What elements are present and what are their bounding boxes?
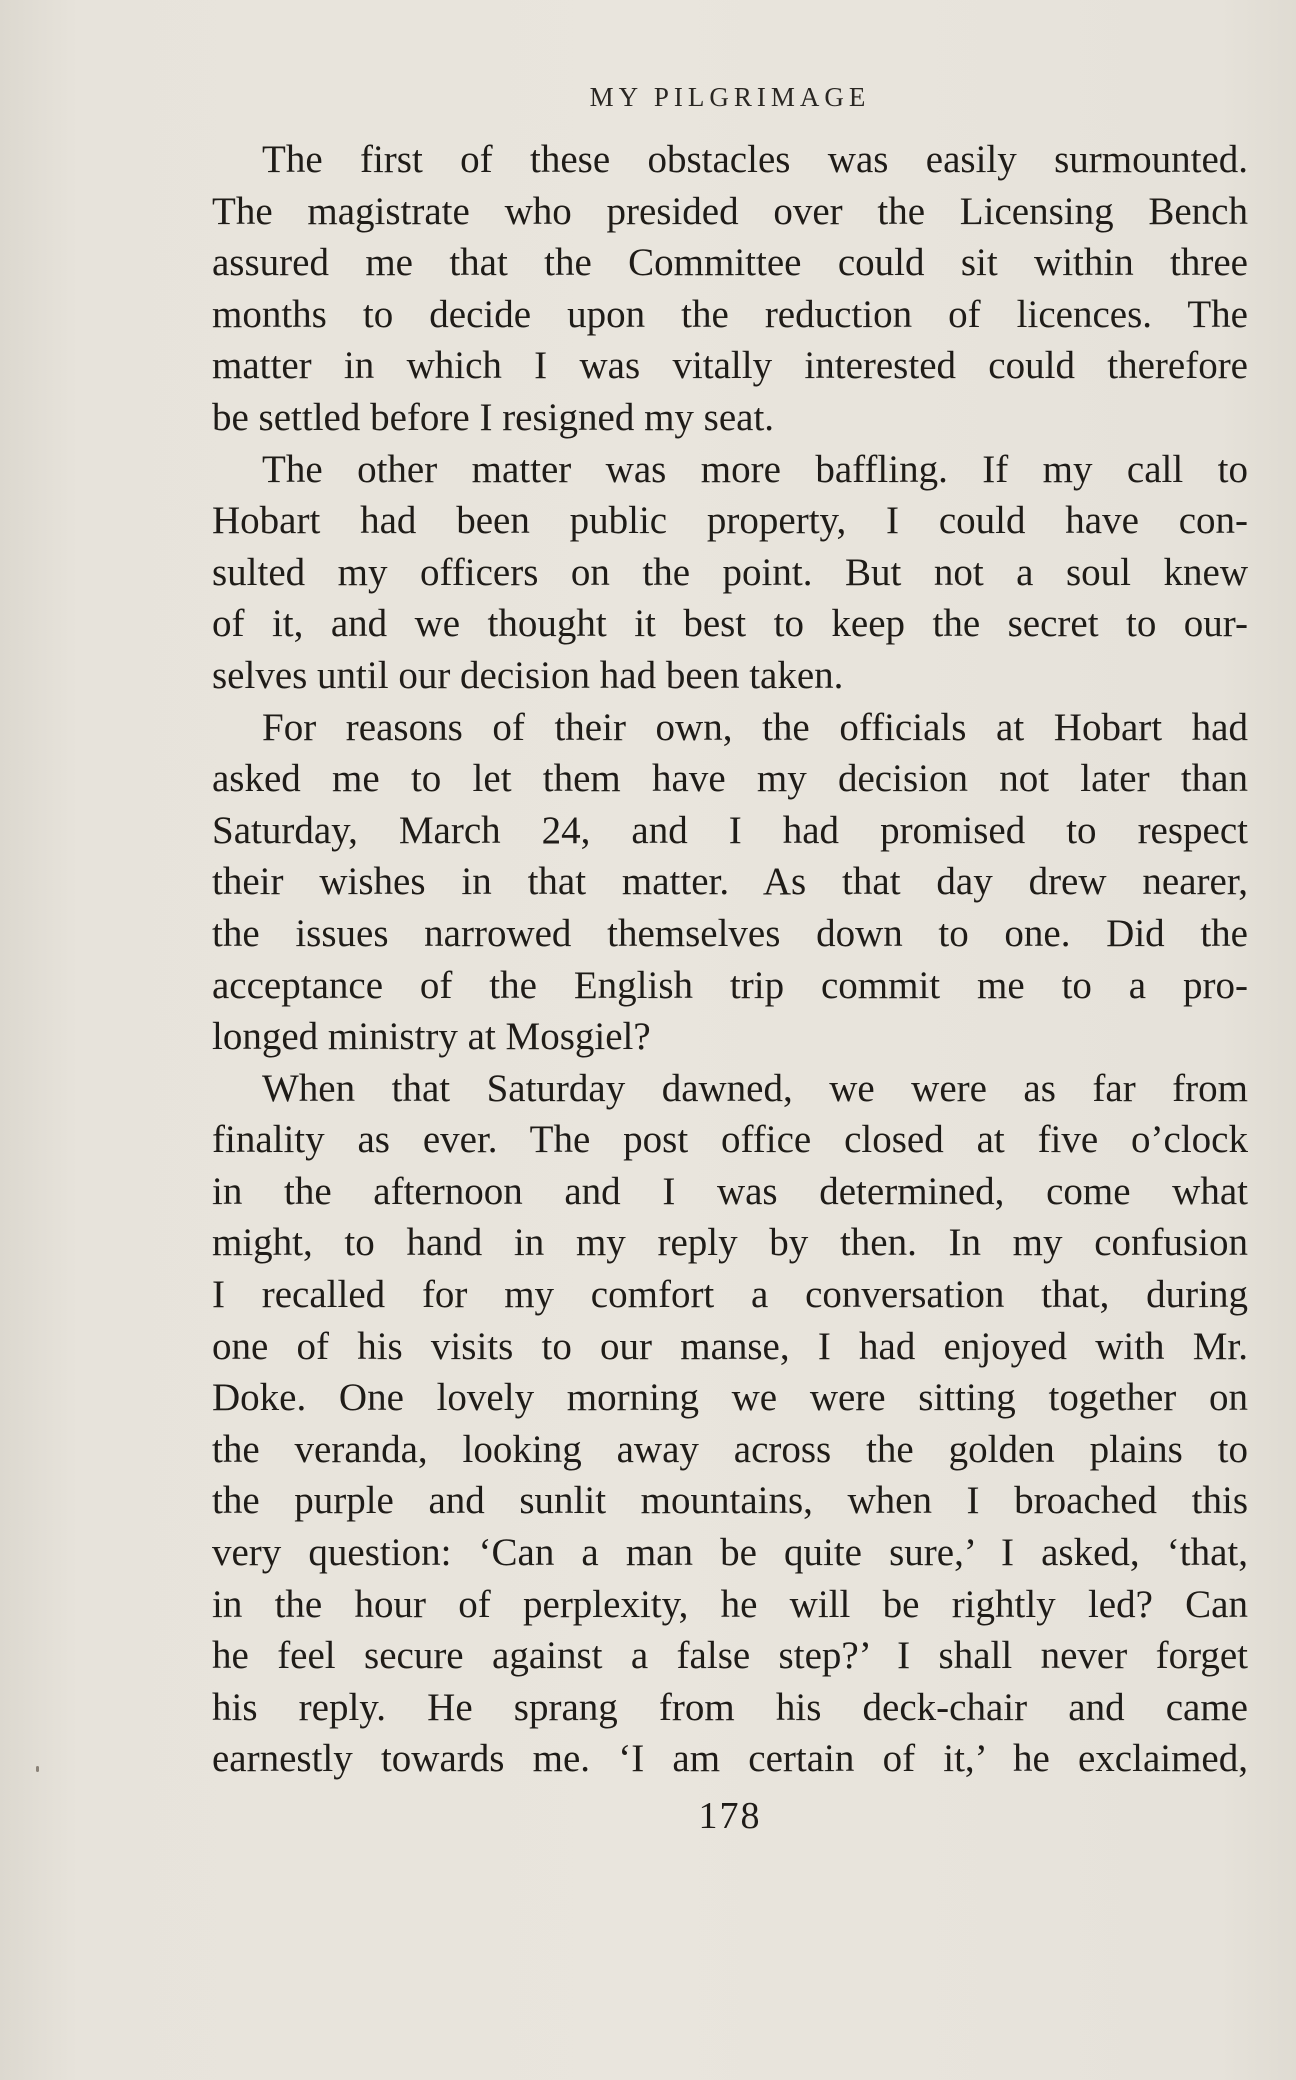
text-line: the issues narrowed themselves down to one. Did the (212, 911, 1248, 955)
text-line: finality as ever. The post office closed at five o’clock (212, 1118, 1248, 1162)
page-number: 178 (698, 1795, 762, 1837)
running-head: MY PILGRIMAGE (589, 82, 871, 112)
body-text (212, 134, 1248, 1785)
text-line: in the afternoon and I was determined, come what (212, 1169, 1248, 1213)
paper-speck (36, 1766, 39, 1772)
text-line: be settled before I resigned my seat. (212, 395, 775, 439)
text-line: their wishes in that matter. As that day drew nearer, (212, 860, 1248, 904)
text-line: The other matter was more baffling. If my call to (262, 447, 1248, 491)
text-line: selves until our decision had been taken. (212, 653, 844, 697)
text-line: matter in which I was vitally interested could therefore (212, 344, 1248, 388)
text-line: the veranda, looking away across the golden plains to (212, 1427, 1248, 1471)
text-line: Saturday, March 24, and I had promised to respect (212, 808, 1248, 852)
text-line: For reasons of their own, the officials at Hobart had (262, 705, 1248, 749)
paragraph-1 (212, 134, 1248, 444)
text-line: Doke. One lovely morning we were sitting together on (212, 1376, 1248, 1420)
text-line: The first of these obstacles was easily surmounted. (262, 138, 1248, 181)
text-line: of it, and we thought it best to keep the secret to our- (212, 602, 1248, 646)
text-line: his reply. He sprang from his deck-chair and came (212, 1685, 1248, 1729)
text-line: The magistrate who presided over the Licensing Bench (212, 189, 1248, 233)
text-line: months to decide upon the reduction of licences. The (212, 292, 1248, 336)
text-line: might, to hand in my reply by then. In my confusion (212, 1221, 1248, 1265)
text-line: asked me to let them have my decision not later than (212, 757, 1248, 801)
text-line: longed ministry at Mosgiel? (212, 1015, 651, 1059)
text-line: very question: ‘Can a man be quite sure,’ I asked, ‘that, (212, 1531, 1248, 1575)
text-line: one of his visits to our manse, I had enjoyed with Mr. (212, 1324, 1248, 1368)
text-line: Hobart had been public property, I could have con- (212, 499, 1248, 543)
paragraph-2 (212, 444, 1248, 702)
paragraph-3 (212, 702, 1248, 1063)
text-line: he feel secure against a false step?’ I shall never forget (212, 1634, 1248, 1678)
text-line: the purple and sunlit mountains, when I broached this (212, 1479, 1248, 1523)
text-line: earnestly towards me. ‘I am certain of it,’ he exclaimed, (212, 1737, 1248, 1781)
text-line: I recalled for my comfort a conversation that, during (212, 1273, 1248, 1317)
text-line: When that Saturday dawned, we were as far from (262, 1066, 1248, 1110)
text-line: sulted my officers on the point. But not a soul knew (212, 550, 1248, 594)
text-line: assured me that the Committee could sit within three (212, 241, 1248, 285)
paragraph-4 (212, 1063, 1248, 1785)
text-line: acceptance of the English trip commit me to a pro- (212, 963, 1248, 1007)
text-line: in the hour of perplexity, he will be rightly led? Can (212, 1582, 1248, 1626)
